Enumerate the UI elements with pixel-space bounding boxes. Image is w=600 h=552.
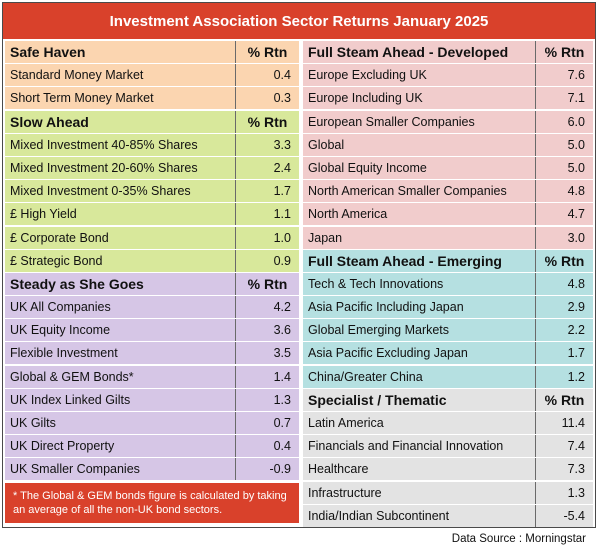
rtn-column-header: % Rtn bbox=[235, 41, 299, 63]
rtn-column-header: % Rtn bbox=[535, 389, 593, 411]
table-row bbox=[303, 64, 593, 86]
sector-name: UK Smaller Companies bbox=[10, 462, 140, 477]
section-header-safe-haven bbox=[5, 41, 299, 63]
sector-name: Financials and Financial Innovation bbox=[308, 439, 504, 454]
section-title: Full Steam Ahead - Emerging bbox=[308, 252, 502, 269]
table-row bbox=[303, 273, 593, 295]
sector-name: UK Direct Property bbox=[10, 439, 115, 454]
table-row bbox=[5, 87, 299, 109]
table-row bbox=[303, 87, 593, 109]
table-row bbox=[303, 319, 593, 341]
data-source: Data Source : Morningstar bbox=[451, 533, 586, 545]
footnote: * The Global & GEM bonds figure is calculated by taking an average of all the non-UK bond sectors. bbox=[5, 483, 299, 523]
sector-name: India/Indian Subcontinent bbox=[308, 508, 450, 523]
sector-return: 1.4 bbox=[235, 366, 299, 388]
sector-return: -0.9 bbox=[235, 458, 299, 480]
sector-return: 1.7 bbox=[235, 180, 299, 202]
sector-return: 2.2 bbox=[535, 319, 593, 341]
sector-return: 7.3 bbox=[535, 458, 593, 480]
sector-name: UK All Companies bbox=[10, 300, 111, 315]
sector-return: 0.7 bbox=[235, 412, 299, 434]
table-row bbox=[303, 157, 593, 179]
sector-return: 4.2 bbox=[235, 296, 299, 318]
sector-return: 1.7 bbox=[535, 342, 593, 364]
rtn-column-header: % Rtn bbox=[235, 111, 299, 133]
table-title: Investment Association Sector Returns January 2025 bbox=[3, 3, 595, 39]
table-row bbox=[303, 134, 593, 156]
sector-return: 11.4 bbox=[535, 412, 593, 434]
sector-return: -5.4 bbox=[535, 505, 593, 527]
sector-return: 2.4 bbox=[235, 157, 299, 179]
section-header-specialist-thematic bbox=[303, 389, 593, 411]
sector-name: Mixed Investment 0-35% Shares bbox=[10, 184, 191, 199]
sector-name: European Smaller Companies bbox=[308, 114, 475, 129]
table-row bbox=[303, 342, 593, 364]
section-title: Slow Ahead bbox=[10, 113, 89, 130]
sector-return: 2.9 bbox=[535, 296, 593, 318]
sector-return: 0.3 bbox=[235, 87, 299, 109]
rtn-column-header: % Rtn bbox=[235, 273, 299, 295]
table-row bbox=[303, 203, 593, 225]
section-title: Steady as She Goes bbox=[10, 275, 144, 292]
table-row bbox=[303, 458, 593, 480]
left-column bbox=[5, 41, 299, 523]
sector-return: 1.3 bbox=[235, 389, 299, 411]
sector-return: 1.3 bbox=[535, 482, 593, 504]
table-row bbox=[303, 180, 593, 202]
sector-name: Latin America bbox=[308, 416, 384, 430]
table-row bbox=[5, 435, 299, 457]
table-row bbox=[5, 157, 299, 179]
table-row bbox=[303, 227, 593, 249]
table-row bbox=[303, 111, 593, 133]
table-row bbox=[303, 366, 593, 388]
sector-name: £ Corporate Bond bbox=[10, 230, 109, 245]
sector-return: 5.0 bbox=[535, 134, 593, 156]
sector-return: 4.7 bbox=[535, 203, 593, 225]
table-row bbox=[5, 134, 299, 156]
section-header-slow-ahead bbox=[5, 111, 299, 133]
table-row bbox=[5, 64, 299, 86]
sector-name: China/Greater China bbox=[308, 369, 423, 384]
table-row bbox=[5, 412, 299, 434]
table-row bbox=[5, 366, 299, 388]
sector-name: Flexible Investment bbox=[10, 346, 118, 361]
right-column bbox=[303, 41, 593, 528]
sector-name: Global & GEM Bonds* bbox=[10, 369, 134, 384]
sector-name: Global bbox=[308, 137, 345, 152]
sector-name: Global Emerging Markets bbox=[308, 323, 450, 338]
sector-return: 3.5 bbox=[235, 342, 299, 364]
sector-return: 7.6 bbox=[535, 64, 593, 86]
table-row bbox=[5, 227, 299, 249]
sector-name: North American Smaller Companies bbox=[308, 184, 507, 199]
sector-return: 0.9 bbox=[235, 250, 299, 272]
rtn-column-header: % Rtn bbox=[535, 250, 593, 272]
table-row bbox=[5, 296, 299, 318]
sector-return: 1.0 bbox=[235, 227, 299, 249]
section-title: Specialist / Thematic bbox=[308, 391, 447, 408]
sector-name: Mixed Investment 40-85% Shares bbox=[10, 137, 198, 152]
section-header-full-steam-ahead-developed bbox=[303, 41, 593, 63]
sector-return: 0.4 bbox=[235, 64, 299, 86]
sector-name: Europe Including UK bbox=[308, 91, 423, 106]
sector-returns-table bbox=[2, 2, 596, 528]
table-row bbox=[303, 435, 593, 457]
table-row bbox=[5, 250, 299, 272]
sector-name: UK Index Linked Gilts bbox=[10, 392, 131, 407]
sector-name: Tech & Tech Innovations bbox=[308, 276, 444, 291]
sector-name: Healthcare bbox=[308, 462, 369, 477]
section-title: Safe Haven bbox=[10, 44, 86, 60]
sector-name: Asia Pacific Excluding Japan bbox=[308, 346, 468, 361]
sector-return: 0.4 bbox=[235, 435, 299, 457]
table-row bbox=[303, 482, 593, 504]
section-header-steady-as-she-goes bbox=[5, 273, 299, 295]
sector-name: Short Term Money Market bbox=[10, 91, 154, 106]
sector-return: 1.1 bbox=[235, 203, 299, 225]
sector-name: Europe Excluding UK bbox=[308, 68, 427, 83]
sector-name: Infrastructure bbox=[308, 485, 382, 500]
sector-name: £ Strategic Bond bbox=[10, 253, 103, 268]
table-row bbox=[5, 389, 299, 411]
sector-return: 4.8 bbox=[535, 180, 593, 202]
table-row bbox=[5, 203, 299, 225]
table-row bbox=[5, 180, 299, 202]
sector-return: 5.0 bbox=[535, 157, 593, 179]
sector-return: 4.8 bbox=[535, 273, 593, 295]
table-row bbox=[303, 296, 593, 318]
sector-name: North America bbox=[308, 207, 388, 222]
table-row bbox=[5, 342, 299, 364]
sector-return: 3.0 bbox=[535, 227, 593, 249]
table-row bbox=[5, 458, 299, 480]
table-row bbox=[303, 505, 593, 527]
sector-return: 7.1 bbox=[535, 87, 593, 109]
sector-name: £ High Yield bbox=[10, 207, 77, 222]
sector-name: Japan bbox=[308, 230, 343, 245]
sector-name: Standard Money Market bbox=[10, 68, 144, 83]
sector-return: 7.4 bbox=[535, 435, 593, 457]
sector-name: UK Gilts bbox=[10, 416, 56, 430]
sector-return: 1.2 bbox=[535, 366, 593, 388]
sector-name: Asia Pacific Including Japan bbox=[308, 300, 464, 315]
sector-return: 3.6 bbox=[235, 319, 299, 341]
rtn-column-header: % Rtn bbox=[535, 41, 593, 63]
sector-name: UK Equity Income bbox=[10, 323, 111, 338]
table-row bbox=[5, 319, 299, 341]
section-header-full-steam-ahead-emerging bbox=[303, 250, 593, 272]
table-row bbox=[303, 412, 593, 434]
sector-name: Mixed Investment 20-60% Shares bbox=[10, 160, 198, 175]
section-title: Full Steam Ahead - Developed bbox=[308, 44, 509, 60]
sector-name: Global Equity Income bbox=[308, 160, 427, 175]
sector-return: 6.0 bbox=[535, 111, 593, 133]
sector-return: 3.3 bbox=[235, 134, 299, 156]
